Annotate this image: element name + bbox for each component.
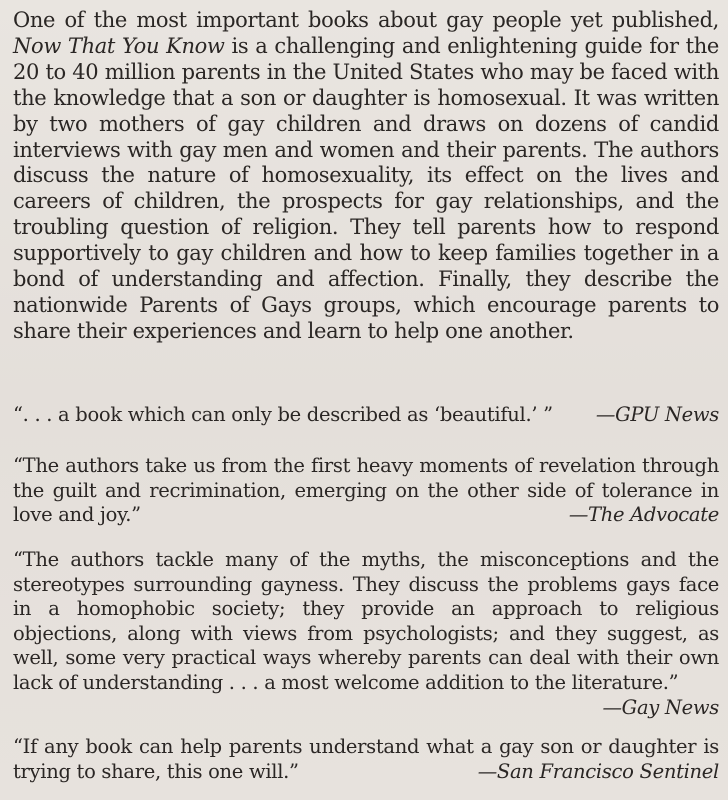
quote-source: —San Francisco Sentinel — [477, 759, 719, 783]
back-cover-text — [13, 8, 719, 783]
review-quote-san-francisco-sentinel — [13, 735, 719, 784]
description-lead: One of the most important books about gay people yet published, — [13, 8, 719, 32]
quote-text: “The authors take us from the first heavy moments of revelation through the guilt and recrimination, emerging on the other side of tolerance in love and joy.” — [13, 454, 719, 527]
review-quote-gay-news — [13, 548, 719, 720]
review-quote-the-advocate — [13, 454, 719, 528]
quote-source: —The Advocate — [568, 503, 719, 527]
quote-source: —Gay News — [602, 695, 719, 719]
quote-text — [13, 403, 719, 428]
description-body: is a challenging and enlightening guide for the 20 to 40 million parents in the United States who may be faced with the knowledge that a son or daughter is homosexual. It was written by two mothers of gay children and draws on dozens of candid interviews with gay men and women and their parents. The authors discuss the nature of homosexuality, its effect on the lives and careers of children, the prospects for gay relationships, and the troubling question of religion. They tell parents how to respond supportively to gay children and how to keep families together in a bond of understanding and affection. Finally, they describe the nationwide Parents of Gays groups, which encourage parents to share their experiences and learn to help one another. — [13, 33, 719, 343]
quote-text: “The authors tackle many of the myths, the misconceptions and the stereotypes surrounding gayness. They discuss the problems gays face in a homophobic society; they provide an approach to religious objections, along with views from psychologists; and they suggest, as well, some very practical ways whereby parents can deal with their own lack of understanding . . . a most welcome addition to the literature.” — [13, 548, 719, 694]
quote-body: “. . . a book which can only be described as ‘beautiful.’ ” — [13, 403, 553, 426]
book-description — [13, 8, 719, 345]
review-quote-gpu-news — [13, 403, 719, 428]
quote-source: —GPU News — [595, 403, 719, 426]
book-title: Now That You Know — [13, 33, 225, 58]
quote-text: “If any book can help parents understand what a gay son or daughter is trying to share, this one will.” — [13, 735, 719, 783]
